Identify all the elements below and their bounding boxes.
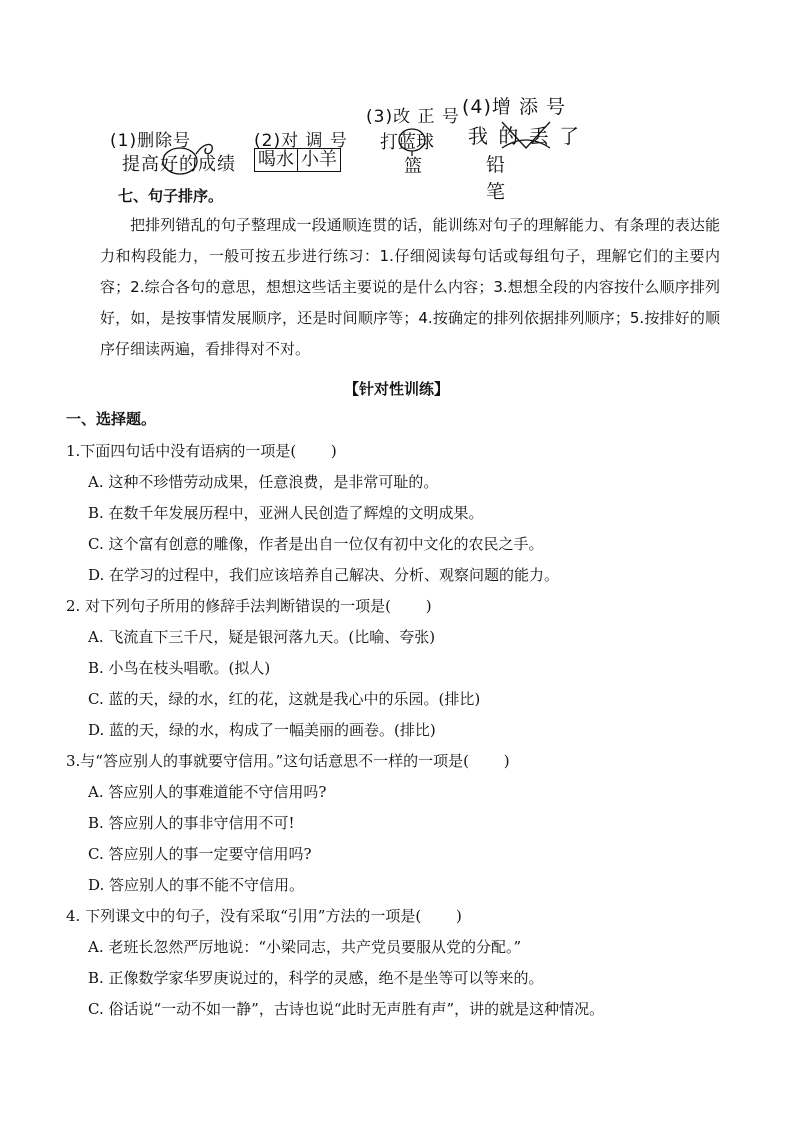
option-c: C. 答应别人的事一定要守信用吗? [88, 845, 312, 863]
question-stem: 1.下面四句话中没有语病的一项是( ) [66, 442, 337, 460]
insert-mark-addition: 铅 笔 [486, 154, 508, 203]
question-stem: 3.与“答应别人的事就要守信用。”这句话意思不一样的一项是( ) [66, 752, 510, 770]
question-3 [66, 746, 746, 901]
option-b: B. 小鸟在枝头唱歌。(拟人) [88, 659, 271, 677]
correction-mark-label: (3)改 正 号 [366, 107, 460, 127]
swap-word-b: 小羊 [298, 148, 341, 172]
option-b: B. 正像数学家华罗庚说过的，科学的灵感，绝不是坐等可以等来的。 [88, 969, 544, 987]
question-1 [66, 436, 746, 591]
question-list [66, 436, 746, 1025]
swap-word-a: 喝水 [254, 148, 298, 172]
option-a: A. 答应别人的事难道能不守信用吗? [88, 783, 327, 801]
option-c: C. 这个富有创意的雕像，作者是出自一位仅有初中文化的农民之手。 [88, 535, 544, 553]
insert-mark-sample: 我 的 丢 了 [468, 124, 582, 148]
training-title: 【针对性训练】 [343, 380, 449, 398]
delete-mark-sample: 提高好的成绩 [122, 154, 236, 175]
question-stem: 2. 对下列句子所用的修辞手法判断错误的一项是( ) [66, 597, 432, 615]
option-a: A. 老班长忽然严厉地说：“小梁同志，共产党员要服从党的分配。” [88, 938, 522, 956]
option-c: C. 俗话说“一动不如一静”，古诗也说“此时无声胜有声”，讲的就是这种情况。 [88, 1000, 605, 1018]
option-a: A. 飞流直下三千尺，疑是银河落九天。(比喻、夸张) [88, 628, 436, 646]
option-d: D. 在学习的过程中，我们应该培养自己解决、分析、观察问题的能力。 [88, 566, 560, 584]
section-seven-heading: 七、句子排序。 [118, 187, 224, 205]
part-one-title: 一、选择题。 [66, 410, 157, 428]
section-seven-paragraph: 把排列错乱的句子整理成一段通顺连贯的话，能训练对句子的理解能力、有条理的表达能力和构段能力，一般可按五步进行练习：1.仔细阅读每句话或每组句子，理解它们的主要内容；2.综合各句的意思，想想这些话主要说的是什么内容；3.想想全段的内容按什么顺序排列好，如，是按事情发展顺序，还是时间顺序等；4.按确定的排列依据排列顺序；5.按排好的顺序仔细读两遍，看排得对不对。 [100, 216, 720, 358]
question-4 [66, 901, 746, 1025]
swap-mark-sample [254, 148, 341, 172]
option-c: C. 蓝的天，绿的水，红的花，这就是我心中的乐园。(排比) [88, 690, 481, 708]
correction-mark-replacement: 篮 [404, 156, 422, 177]
question-stem: 4. 下列课文中的句子，没有采取“引用”方法的一项是( ) [66, 907, 462, 925]
delete-mark-label: (1)删除号 [110, 131, 192, 151]
swap-mark-label: (2)对 调 号 [254, 131, 348, 151]
option-d: D. 答应别人的事不能不守信用。 [88, 876, 305, 894]
option-a: A. 这种不珍惜劳动成果，任意浪费，是非常可耻的。 [88, 473, 439, 491]
correction-mark-sample: 打蓝球 [380, 132, 434, 153]
option-b: B. 答应别人的事非守信用不可! [88, 814, 295, 832]
option-b: B. 在数千年发展历程中，亚洲人民创造了辉煌的文明成果。 [88, 504, 484, 522]
question-2 [66, 591, 746, 746]
insert-mark-label: (4)增 添 号 [462, 96, 566, 118]
option-d: D. 蓝的天，绿的水，构成了一幅美丽的画卷。(排比) [88, 721, 436, 739]
